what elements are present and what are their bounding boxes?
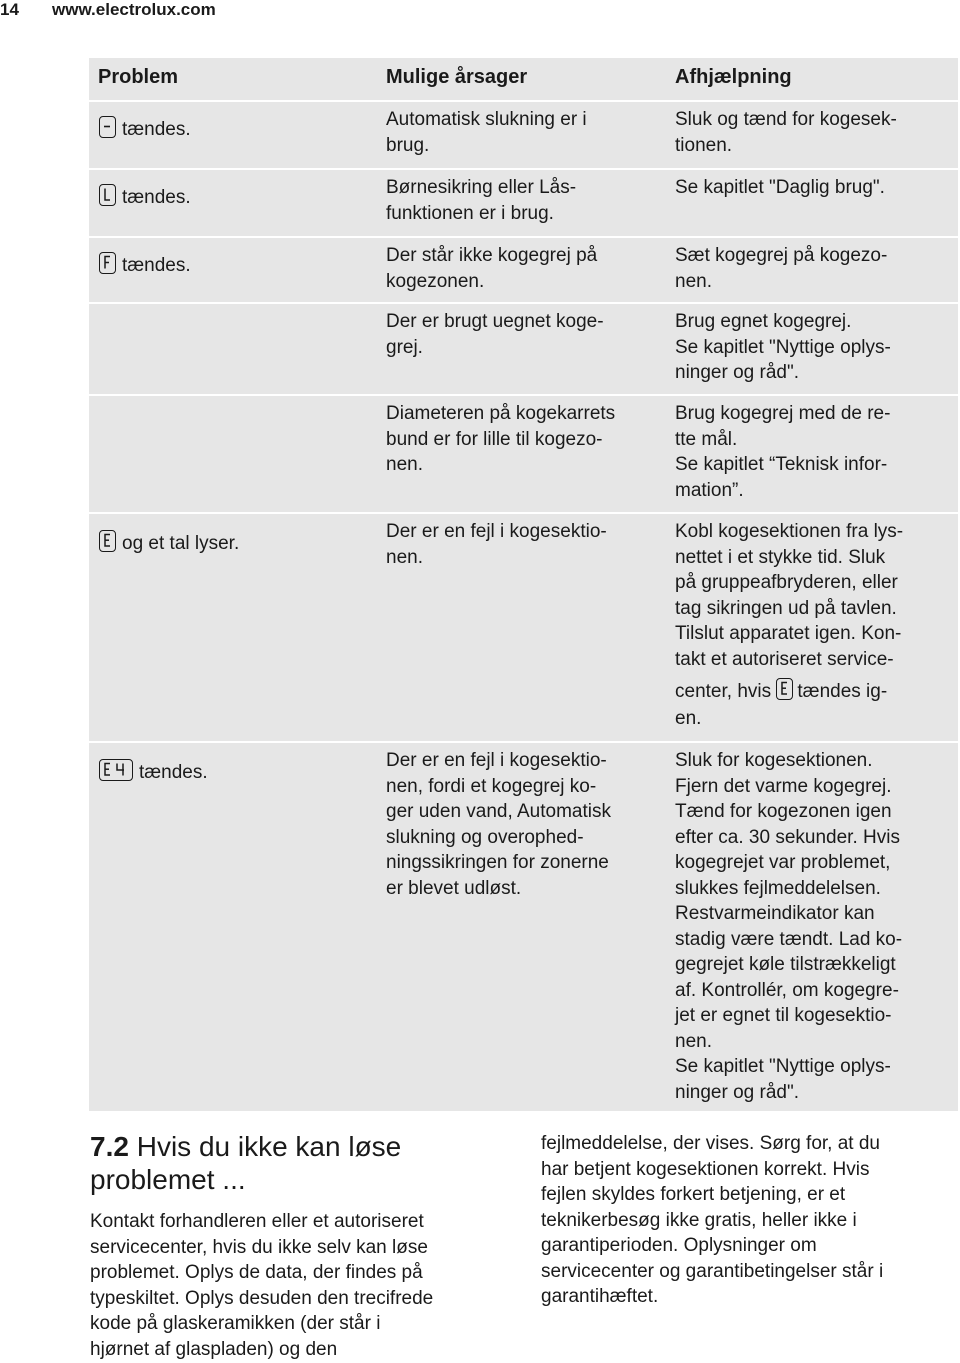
body-line: typeskiltet. Oplys desuden den trecifrede <box>90 1287 434 1309</box>
remedy-line: mation”. <box>675 479 744 501</box>
table-header-row <box>89 58 958 102</box>
remedy-line: Se kapitlet "Daglig brug". <box>675 177 885 198</box>
remedy-cell <box>675 401 950 503</box>
problem-cell <box>99 530 369 557</box>
remedy-line: Restvarmeindikator kan <box>675 903 875 924</box>
remedy-line: Tænd for kogezonen igen <box>675 801 892 822</box>
remedy-line: slukkes fejlmeddelelsen. <box>675 877 881 899</box>
remedy-line: Fjern det varme kogegrej. <box>675 775 892 797</box>
table-row <box>89 302 958 396</box>
cause-line: nen. <box>386 546 423 568</box>
body-line: servicecenter og garantibetingelser står i <box>541 1260 884 1282</box>
display-e-icon <box>776 678 793 700</box>
page-number: 14 <box>0 0 19 19</box>
cause-line: funktionen er i brug. <box>386 202 554 224</box>
remedy-cell <box>675 309 950 386</box>
body-line: servicecenter, hvis du ikke selv kan løse <box>90 1236 428 1258</box>
header-causes: Mulige årsager <box>386 66 528 88</box>
remedy-line: Se kapitlet "Nyttige oplys- <box>675 336 891 358</box>
body-line: garantiperioden. Oplysninger om <box>541 1235 817 1256</box>
remedy-line: ninger og råd". <box>675 362 799 383</box>
cause-line: nen. <box>386 454 423 475</box>
remedy-line: Sluk for kogesektionen. <box>675 750 873 771</box>
remedy-line: af. Kontrollér, om kogegre- <box>675 979 899 1001</box>
remedy-line: en. <box>675 708 702 729</box>
remedy-line: ninger og råd". <box>675 1081 799 1103</box>
cause-cell <box>386 243 656 294</box>
remedy-line: tte mål. <box>675 428 738 450</box>
cause-line: brug. <box>386 134 430 156</box>
cause-cell <box>386 107 656 158</box>
remedy-line: Se kapitlet “Teknisk infor- <box>675 454 888 475</box>
remedy-line: Se kapitlet "Nyttige oplys- <box>675 1056 891 1077</box>
cause-line: Der er brugt uegnet koge- <box>386 311 604 332</box>
remedy-text: tændes ig- <box>797 681 888 702</box>
cause-line: Der er en fejl i kogesektio- <box>386 750 607 771</box>
website-url: www.electrolux.com <box>52 0 216 19</box>
display-e-icon <box>99 530 116 552</box>
display-l-icon <box>99 184 116 206</box>
section-body-left <box>90 1209 520 1362</box>
remedy-cell <box>675 175 950 201</box>
remedy-line: kogegrejet var problemet, <box>675 852 891 873</box>
cause-cell <box>386 519 656 570</box>
cause-line: Diameteren på kogekarrets <box>386 403 616 424</box>
troubleshooting-table <box>89 58 958 1111</box>
body-line: problemet. Oplys de data, der findes på <box>90 1262 423 1283</box>
problem-cell <box>99 252 369 279</box>
header-problem: Problem <box>98 66 179 88</box>
table-row <box>89 394 958 514</box>
cause-line: slukning og overophed- <box>386 826 584 848</box>
remedy-line: takt et autoriseret service- <box>675 648 894 670</box>
problem-text: tændes. <box>122 255 191 276</box>
remedy-text: center, hvis <box>675 681 772 702</box>
problem-text: tændes. <box>122 119 191 140</box>
remedy-line: stadig være tændt. Lad ko- <box>675 928 903 950</box>
remedy-line: gegrejet køle tilstrækkeligt <box>675 954 896 975</box>
table-row <box>89 512 958 743</box>
remedy-line: tag sikringen ud på tavlen. <box>675 597 897 619</box>
body-line: hjørnet af glaspladen) og den <box>90 1338 338 1360</box>
remedy-line: jet er egnet til kogesektio- <box>675 1005 892 1026</box>
section-heading <box>90 1130 401 1196</box>
cause-line: ger uden vand, Automatisk <box>386 801 611 822</box>
remedy-line: Kobl kogesektionen fra lys- <box>675 521 904 542</box>
display-f-icon <box>99 252 116 274</box>
section-title: Hvis du ikke kan løse <box>128 1131 402 1162</box>
cause-line: bund er for lille til kogezo- <box>386 428 603 450</box>
remedy-line: nettet i et stykke tid. Sluk <box>675 546 886 568</box>
table-row <box>89 168 958 238</box>
cause-line: Der står ikke kogegrej på <box>386 245 598 266</box>
body-line: kode på glaskeramikken (der står i <box>90 1313 381 1334</box>
header-remedy: Afhjælpning <box>675 66 792 88</box>
section-body-right <box>541 1131 960 1310</box>
remedy-line <box>675 678 950 706</box>
cause-cell <box>386 309 656 360</box>
body-line: fejlmeddelelse, der vises. Sørg for, at du <box>541 1133 880 1154</box>
remedy-line: Brug egnet kogegrej. <box>675 311 852 332</box>
cause-cell <box>386 175 656 226</box>
section-number: 7.2 <box>90 1131 129 1162</box>
remedy-line: nen. <box>675 1030 712 1052</box>
problem-text: tændes. <box>122 187 191 208</box>
remedy-cell <box>675 107 950 158</box>
remedy-line: nen. <box>675 270 712 292</box>
remedy-cell <box>675 748 950 1105</box>
remedy-line: Sluk og tænd for kogesek- <box>675 109 897 130</box>
remedy-cell <box>675 519 950 732</box>
cause-line: Automatisk slukning er i <box>386 109 587 130</box>
page-header <box>0 0 960 24</box>
problem-text: og et tal lyser. <box>122 533 240 554</box>
body-line: teknikerbesøg ikke gratis, heller ikke i <box>541 1209 857 1231</box>
problem-cell <box>99 116 369 143</box>
problem-text: tændes. <box>139 762 208 783</box>
body-line: garantihæftet. <box>541 1286 659 1307</box>
display-e4-icon <box>99 759 133 781</box>
cause-line: Der er en fejl i kogesektio- <box>386 521 607 542</box>
cause-cell <box>386 401 656 478</box>
cause-line: kogezonen. <box>386 270 485 292</box>
remedy-line: tionen. <box>675 134 733 156</box>
table-row <box>89 100 958 170</box>
body-line: Kontakt forhandleren eller et autoriseret <box>90 1211 424 1232</box>
problem-cell <box>99 184 369 211</box>
problem-cell <box>99 759 369 786</box>
remedy-line: Tilslut apparatet igen. Kon- <box>675 623 902 644</box>
section-title-line2: problemet ... <box>90 1164 246 1195</box>
cause-line: grej. <box>386 336 423 358</box>
table-row <box>89 236 958 304</box>
remedy-cell <box>675 243 950 294</box>
cause-cell <box>386 748 656 901</box>
cause-line: Børnesikring eller Lås- <box>386 177 577 198</box>
table-row <box>89 741 958 1113</box>
cause-line: ningssikringen for zonerne <box>386 852 609 873</box>
remedy-line: på gruppeafbryderen, eller <box>675 572 898 593</box>
cause-line: nen, fordi et kogegrej ko- <box>386 775 597 797</box>
remedy-line: Brug kogegrej med de re- <box>675 403 891 424</box>
remedy-line: efter ca. 30 sekunder. Hvis <box>675 826 900 848</box>
cause-line: er blevet udløst. <box>386 877 522 899</box>
display-dash-icon <box>99 116 116 138</box>
remedy-line: Sæt kogegrej på kogezo- <box>675 245 888 266</box>
body-line: har betjent kogesektionen korrekt. Hvis <box>541 1158 870 1180</box>
body-line: fejlen skyldes forkert betjening, er et <box>541 1184 846 1205</box>
